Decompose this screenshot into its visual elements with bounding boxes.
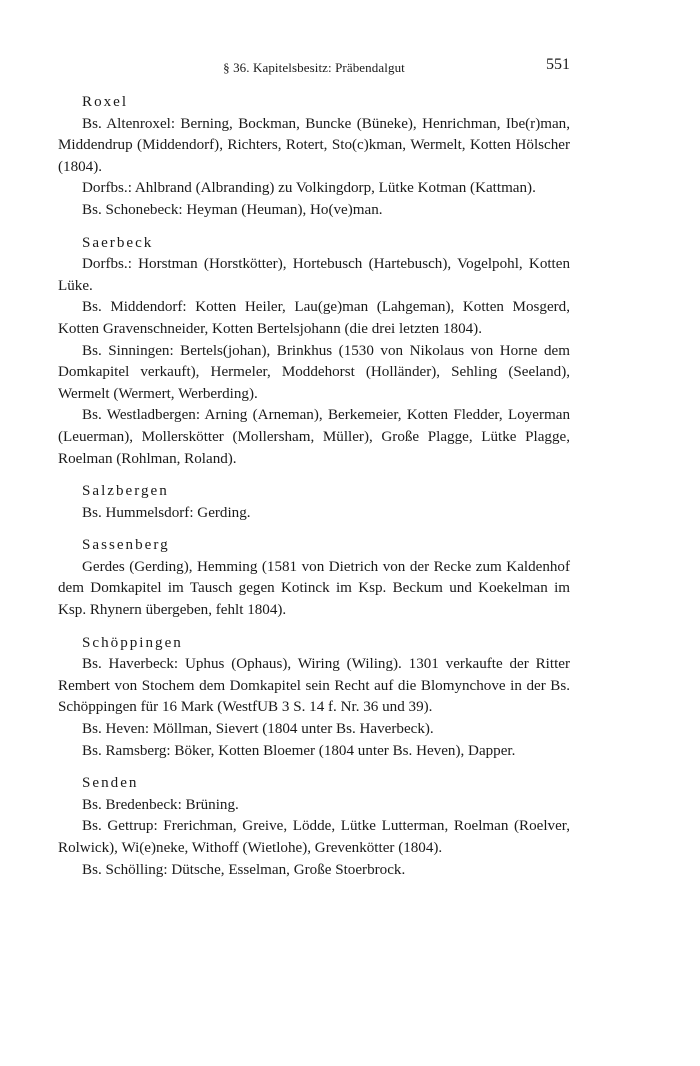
paragraph: Dorfbs.: Ahlbrand (Albranding) zu Volkingdorp, Lütke Kotman (Kattman). (82, 180, 536, 197)
page-number: 551 (546, 56, 570, 73)
section-senden (58, 773, 570, 881)
section-saerbeck (58, 233, 570, 471)
section-roxel (58, 92, 570, 222)
place-heading: Roxel (82, 94, 129, 110)
paragraph: Bs. Westladbergen: Arning (Arneman), Berkemeier, Kotten Fledder, Loyerman (Leuerman), Mollerskötter (Mollersham, Müller), Große Plagge, Lütke Plagge, Roelman (Rohlman, Roland). (58, 407, 570, 467)
place-heading: Saerbeck (82, 234, 154, 251)
paragraph: Bs. Ramsberg: Böker, Kotten Bloemer (1804 unter Bs. Heven), Dapper. (82, 742, 516, 759)
paragraph: Bs. Schonebeck: Heyman (Heuman), Ho(ve)man. (82, 201, 383, 218)
paragraph: Bs. Middendorf: Kotten Heiler, Lau(ge)man (Lahgeman), Kotten Mosgerd, Kotten Gravenschneider, Kotten Bertelsjohann (die drei letzten 1804). (58, 299, 570, 337)
running-head: § 36. Kapitelsbesitz: Präbendalgut (223, 60, 405, 75)
place-heading: Senden (82, 775, 139, 792)
paragraph: Dorfbs.: Horstman (Horstkötter), Hortebusch (Hartebusch), Vogelpohl, Kotten Lüke. (58, 256, 570, 294)
section-sassenberg (58, 535, 570, 621)
paragraph: Bs. Bredenbeck: Brüning. (82, 796, 239, 813)
paragraph: Bs. Schölling: Dütsche, Esselman, Große Stoerbrock. (82, 861, 406, 878)
place-heading: Schöppingen (82, 634, 183, 651)
paragraph: Bs. Heven: Möllman, Sievert (1804 unter Bs. Haverbeck). (82, 721, 434, 738)
paragraph: Bs. Hummelsdorf: Gerding. (82, 504, 251, 521)
place-heading: Sassenberg (82, 537, 170, 554)
page-header (58, 56, 570, 80)
section-schoeppingen (58, 633, 570, 763)
paragraph: Bs. Gettrup: Frerichman, Greive, Lödde, Lütke Lutterman, Roelman (Roelver, Rolwick), Wi(e)neke, Withoff (Wietlohe), Grevenkötter (1804). (58, 818, 570, 856)
section-salzbergen (58, 481, 570, 524)
paragraph: Bs. Sinningen: Bertels(johan), Brinkhus (1530 von Nikolaus von Horne dem Domkapitel verkauft), Hermeler, Moddehorst (Holländer), Sehling (Seeland), Wermelt (Wermert, Werberding). (58, 342, 570, 402)
paragraph: Bs. Altenroxel: Berning, Bockman, Buncke (Büneke), Henrichman, Ibe(r)man, Middendrup (Middendorf), Richters, Rotert, Sto(c)kman, Wermelt, Kotten Hölscher (1804). (58, 115, 570, 175)
place-heading: Salzbergen (82, 483, 169, 500)
paragraph: Bs. Haverbeck: Uphus (Ophaus), Wiring (Wiling). 1301 verkaufte der Ritter Rembert von Stochem dem Domkapitel sein Recht auf die Blomynchove in der Bs. Schöppingen für 16 Mark (WestfUB 3 S. 14 f. Nr. 36 und 39). (58, 656, 570, 716)
page-body (58, 92, 570, 892)
paragraph: Gerdes (Gerding), Hemming (1581 von Dietrich von der Recke zum Kaldenhof dem Domkapitel im Tausch gegen Kotinck im Ksp. Beckum und Koekelman im Ksp. Rhynern übergeben, fehlt 1804). (58, 558, 570, 619)
